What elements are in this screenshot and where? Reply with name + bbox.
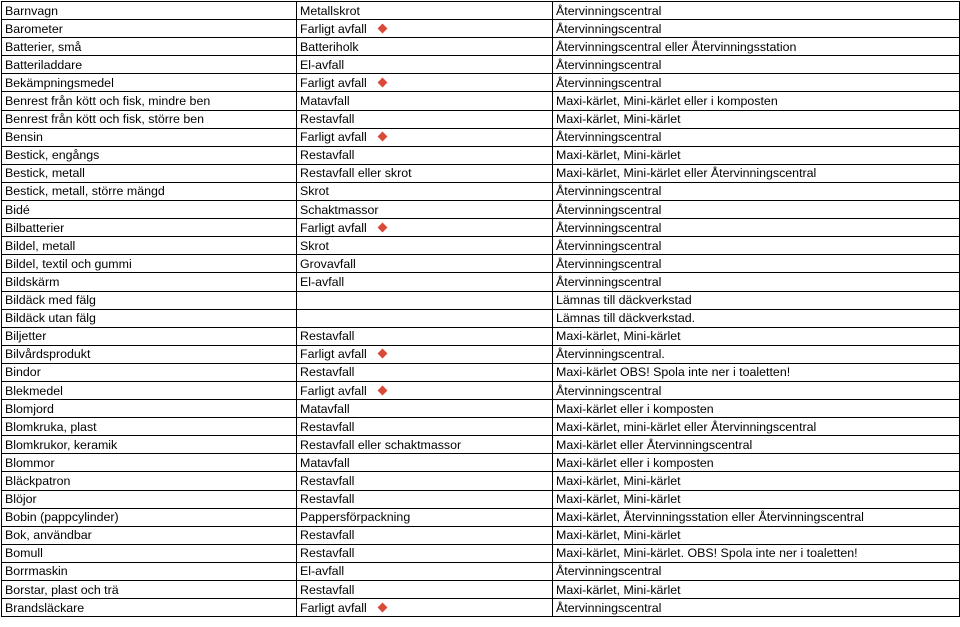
table-row xyxy=(2,490,960,508)
category-cell xyxy=(297,146,553,164)
table-row xyxy=(2,2,960,20)
table-row xyxy=(2,20,960,38)
item-cell: Bestick, metall xyxy=(2,164,297,182)
category-cell xyxy=(297,237,553,255)
category-cell xyxy=(297,110,553,128)
item-cell: Bildel, metall xyxy=(2,237,297,255)
item-cell: Blöjor xyxy=(2,490,297,508)
category-label: Restavfall xyxy=(300,546,355,561)
category-label: Restavfall xyxy=(300,419,355,434)
item-cell: Bildel, textil och gummi xyxy=(2,255,297,273)
table-row xyxy=(2,237,960,255)
category-cell xyxy=(297,291,553,309)
item-cell: Bidé xyxy=(2,201,297,219)
table-row xyxy=(2,56,960,74)
category-cell xyxy=(297,309,553,327)
red-diamond-icon xyxy=(377,385,387,395)
destination-cell: Maxi-kärlet, Mini-kärlet xyxy=(553,490,960,508)
destination-cell: Maxi-kärlet, Mini-kärlet. OBS! Spola inte ner i toaletten! xyxy=(553,544,960,562)
item-cell: Bestick, engångs xyxy=(2,146,297,164)
category-label: Skrot xyxy=(300,238,329,253)
destination-cell: Återvinningscentral xyxy=(553,128,960,146)
item-cell: Barnvagn xyxy=(2,2,297,20)
category-cell xyxy=(297,544,553,562)
category-label: Farligt avfall xyxy=(300,347,367,362)
category-cell xyxy=(297,381,553,399)
category-label: Restavfall xyxy=(300,329,355,344)
destination-cell: Maxi-kärlet OBS! Spola inte ner i toaletten! xyxy=(553,363,960,381)
category-cell xyxy=(297,20,553,38)
item-cell: Bilbatterier xyxy=(2,219,297,237)
table-row xyxy=(2,182,960,200)
category-label: El-avfall xyxy=(300,274,345,289)
item-cell: Benrest från kött och fisk, större ben xyxy=(2,110,297,128)
destination-cell: Återvinningscentral xyxy=(553,56,960,74)
table-row xyxy=(2,599,960,617)
destination-cell: Återvinningscentral xyxy=(553,255,960,273)
item-cell: Benrest från kött och fisk, mindre ben xyxy=(2,92,297,110)
item-cell: Bomull xyxy=(2,544,297,562)
item-cell: Bindor xyxy=(2,363,297,381)
category-cell xyxy=(297,255,553,273)
category-cell xyxy=(297,562,553,580)
item-cell: Batterier, små xyxy=(2,38,297,56)
table-row xyxy=(2,273,960,291)
table-row xyxy=(2,309,960,327)
item-cell: Borstar, plast och trä xyxy=(2,581,297,599)
destination-cell: Lämnas till däckverkstad xyxy=(553,291,960,309)
item-cell: Bestick, metall, större mängd xyxy=(2,182,297,200)
table-row xyxy=(2,544,960,562)
table-row xyxy=(2,472,960,490)
item-cell: Blomkruka, plast xyxy=(2,418,297,436)
category-cell xyxy=(297,436,553,454)
table-row xyxy=(2,363,960,381)
destination-cell: Återvinningscentral xyxy=(553,201,960,219)
destination-cell: Maxi-kärlet, Återvinningsstation eller Återvinningscentral xyxy=(553,508,960,526)
item-cell: Bensin xyxy=(2,128,297,146)
category-label: Restavfall eller skrot xyxy=(300,166,412,181)
category-label: Matavfall xyxy=(300,455,350,470)
waste-sorting-table xyxy=(1,1,960,617)
category-label: El-avfall xyxy=(300,564,345,579)
category-cell xyxy=(297,164,553,182)
item-cell: Bok, användbar xyxy=(2,526,297,544)
category-cell xyxy=(297,128,553,146)
category-label: Restavfall xyxy=(300,473,355,488)
destination-cell: Maxi-kärlet, Mini-kärlet xyxy=(553,110,960,128)
destination-cell: Återvinningscentral xyxy=(553,2,960,20)
destination-cell: Återvinningscentral xyxy=(553,182,960,200)
destination-cell: Maxi-kärlet eller Återvinningscentral xyxy=(553,436,960,454)
table-row xyxy=(2,128,960,146)
category-label: Metallskrot xyxy=(300,3,360,18)
category-cell xyxy=(297,363,553,381)
destination-cell: Maxi-kärlet, Mini-kärlet xyxy=(553,472,960,490)
destination-cell: Maxi-kärlet, mini-kärlet eller Återvinningscentral xyxy=(553,418,960,436)
red-diamond-icon xyxy=(377,23,387,33)
destination-cell: Återvinningscentral. xyxy=(553,345,960,363)
category-cell xyxy=(297,454,553,472)
item-cell: Bobin (pappcylinder) xyxy=(2,508,297,526)
category-label: Restavfall xyxy=(300,528,355,543)
destination-cell: Återvinningscentral xyxy=(553,20,960,38)
table-row xyxy=(2,508,960,526)
table-row xyxy=(2,201,960,219)
category-label: Pappersförpackning xyxy=(300,510,411,525)
table-row xyxy=(2,219,960,237)
red-diamond-icon xyxy=(377,602,387,612)
category-label: Schaktmassor xyxy=(300,202,379,217)
destination-cell: Maxi-kärlet, Mini-kärlet eller Återvinningscentral xyxy=(553,164,960,182)
table-row xyxy=(2,38,960,56)
category-label: Restavfall eller schaktmassor xyxy=(300,437,462,452)
destination-cell: Återvinningscentral xyxy=(553,237,960,255)
item-cell: Brandsläckare xyxy=(2,599,297,617)
item-cell: Biljetter xyxy=(2,327,297,345)
table-row xyxy=(2,291,960,309)
red-diamond-icon xyxy=(377,132,387,142)
category-label: El-avfall xyxy=(300,57,345,72)
table-row xyxy=(2,146,960,164)
table-row xyxy=(2,562,960,580)
table-row xyxy=(2,345,960,363)
category-label: Skrot xyxy=(300,184,329,199)
category-cell xyxy=(297,581,553,599)
category-label: Farligt avfall xyxy=(300,130,367,145)
category-cell xyxy=(297,599,553,617)
destination-cell: Maxi-kärlet, Mini-kärlet xyxy=(553,327,960,345)
table-row xyxy=(2,74,960,92)
table-row xyxy=(2,526,960,544)
table-row xyxy=(2,454,960,472)
category-label: Restavfall xyxy=(300,148,355,163)
table-row xyxy=(2,110,960,128)
category-label: Restavfall xyxy=(300,112,355,127)
destination-cell: Lämnas till däckverkstad. xyxy=(553,309,960,327)
destination-cell: Återvinningscentral xyxy=(553,599,960,617)
category-label: Matavfall xyxy=(300,401,350,416)
item-cell: Barometer xyxy=(2,20,297,38)
item-cell: Bilvårdsprodukt xyxy=(2,345,297,363)
category-cell xyxy=(297,219,553,237)
category-cell xyxy=(297,92,553,110)
item-cell: Blomjord xyxy=(2,400,297,418)
table-row xyxy=(2,255,960,273)
item-cell: Bläckpatron xyxy=(2,472,297,490)
category-cell xyxy=(297,74,553,92)
table-row xyxy=(2,400,960,418)
category-cell xyxy=(297,2,553,20)
category-cell xyxy=(297,526,553,544)
category-cell xyxy=(297,182,553,200)
category-label: Matavfall xyxy=(300,94,350,109)
red-diamond-icon xyxy=(377,222,387,232)
category-cell xyxy=(297,508,553,526)
item-cell: Blekmedel xyxy=(2,381,297,399)
category-cell xyxy=(297,345,553,363)
category-label: Restavfall xyxy=(300,582,355,597)
category-cell xyxy=(297,418,553,436)
category-cell xyxy=(297,273,553,291)
destination-cell: Maxi-kärlet, Mini-kärlet eller i komposten xyxy=(553,92,960,110)
destination-cell: Återvinningscentral xyxy=(553,74,960,92)
table-row xyxy=(2,581,960,599)
category-cell xyxy=(297,400,553,418)
destination-cell: Återvinningscentral xyxy=(553,381,960,399)
destination-cell: Återvinningscentral xyxy=(553,562,960,580)
item-cell: Bildäck med fälg xyxy=(2,291,297,309)
destination-cell: Maxi-kärlet, Mini-kärlet xyxy=(553,581,960,599)
table-row xyxy=(2,327,960,345)
destination-cell: Maxi-kärlet, Mini-kärlet xyxy=(553,526,960,544)
table-row xyxy=(2,436,960,454)
category-label: Farligt avfall xyxy=(300,21,367,36)
category-cell xyxy=(297,490,553,508)
category-cell xyxy=(297,38,553,56)
table-row xyxy=(2,418,960,436)
category-label: Farligt avfall xyxy=(300,600,367,615)
item-cell: Batteriladdare xyxy=(2,56,297,74)
category-label: Restavfall xyxy=(300,492,355,507)
destination-cell: Maxi-kärlet eller i komposten xyxy=(553,454,960,472)
table-row xyxy=(2,92,960,110)
destination-cell: Återvinningscentral xyxy=(553,273,960,291)
category-cell xyxy=(297,201,553,219)
table-row xyxy=(2,164,960,182)
category-label: Farligt avfall xyxy=(300,383,367,398)
category-label: Batteriholk xyxy=(300,39,359,54)
destination-cell: Återvinningscentral xyxy=(553,219,960,237)
category-label: Restavfall xyxy=(300,365,355,380)
item-cell: Bildäck utan fälg xyxy=(2,309,297,327)
item-cell: Borrmaskin xyxy=(2,562,297,580)
category-cell xyxy=(297,56,553,74)
table-body xyxy=(2,2,960,617)
red-diamond-icon xyxy=(377,349,387,359)
category-label: Farligt avfall xyxy=(300,75,367,90)
item-cell: Bekämpningsmedel xyxy=(2,74,297,92)
table-row xyxy=(2,381,960,399)
category-cell xyxy=(297,327,553,345)
item-cell: Bildskärm xyxy=(2,273,297,291)
item-cell: Blommor xyxy=(2,454,297,472)
category-label: Farligt avfall xyxy=(300,220,367,235)
red-diamond-icon xyxy=(377,77,387,87)
destination-cell: Maxi-kärlet eller i komposten xyxy=(553,400,960,418)
destination-cell: Återvinningscentral eller Återvinningsstation xyxy=(553,38,960,56)
item-cell: Blomkrukor, keramik xyxy=(2,436,297,454)
category-cell xyxy=(297,472,553,490)
category-label: Grovavfall xyxy=(300,256,356,271)
destination-cell: Maxi-kärlet, Mini-kärlet xyxy=(553,146,960,164)
